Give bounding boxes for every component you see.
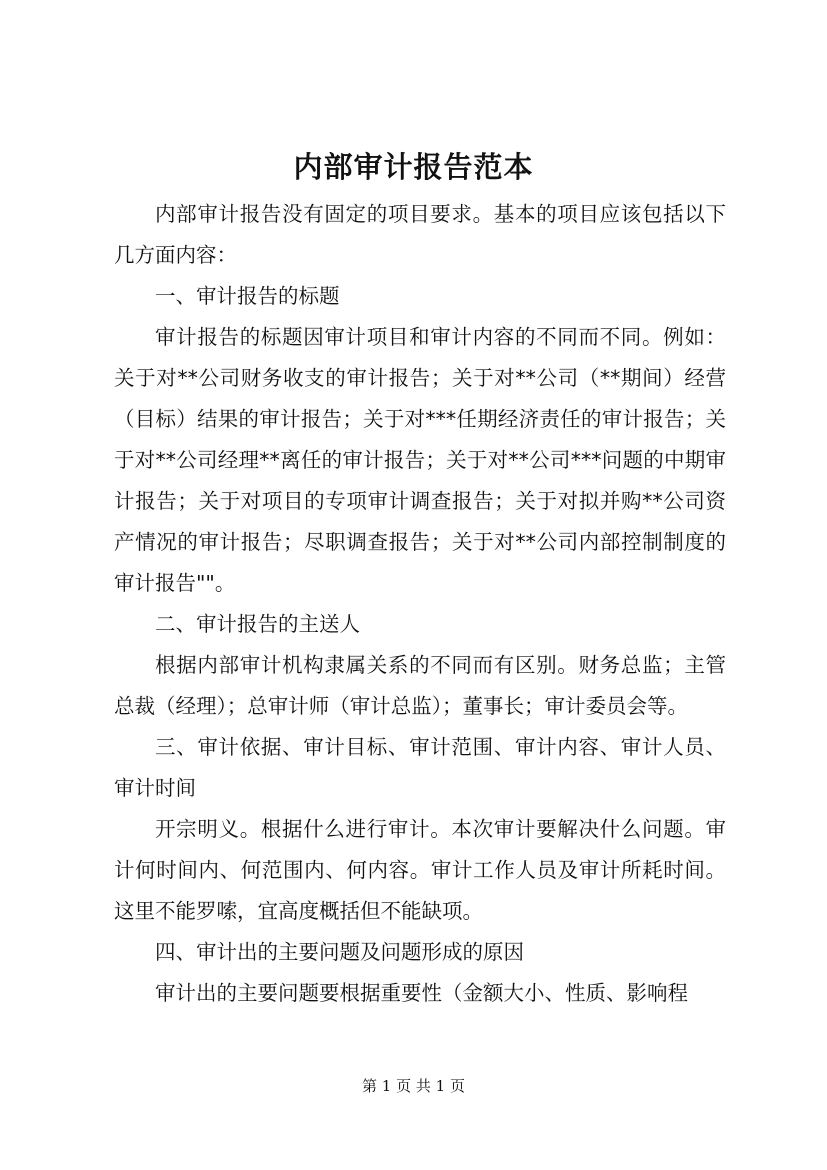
section-heading-basis: 三、审计依据、审计目标、审计范围、审计内容、审计人员、审计时间: [114, 735, 726, 800]
section-body-basis: 开宗明义。根据什么进行审计。本次审计要解决什么问题。审计何时间内、何范围内、何内容。审计工作人员及审计所耗时间。这里不能罗嗦，宜高度概括但不能缺项。: [114, 817, 726, 923]
document-title: 内部审计报告范本: [293, 150, 534, 184]
section-heading-problems: 四、审计出的主要问题及问题形成的原因: [155, 940, 524, 964]
section-heading-title: 一、审计报告的标题: [155, 284, 340, 308]
section-body-recipient: 根据内部审计机构隶属关系的不同而有区别。财务总监；主管总裁（经理）；总审计师（审计总监）；董事长；审计委员会等。: [114, 653, 726, 718]
section-body-title: 审计报告的标题因审计项目和审计内容的不同而不同。例如：关于对**公司财务收支的审计报告；关于对**公司（**期间）经营（目标）结果的审计报告；关于对***任期经济责任的审计报告；关于对**公司经理**离任的审计报告；关于对**公司***问题的中期审计报告；关于对项目的专项审计调查报告；关于对拟并购**公司资产情况的审计报告；尽职调查报告；关于对**公司内部控制制度的审计报告""。: [114, 325, 726, 595]
section-heading-recipient: 二、审计报告的主送人: [155, 612, 360, 636]
intro-paragraph: 内部审计报告没有固定的项目要求。基本的项目应该包括以下几方面内容：: [114, 202, 726, 267]
section-body-problems: 审计出的主要问题要根据重要性（金额大小、性质、影响程: [155, 981, 688, 1005]
page-footer: 第 1 页 共 1 页: [362, 1077, 465, 1095]
document-body: [114, 194, 726, 1014]
